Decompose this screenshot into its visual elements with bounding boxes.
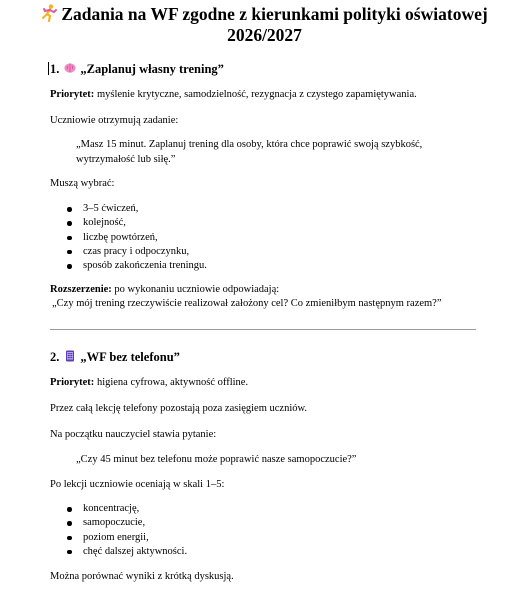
section-1-number: 1. [50, 62, 60, 76]
section-divider [50, 329, 476, 330]
priority-text: myślenie krytyczne, samodzielność, rezygnacja z czystego zapamiętywania. [94, 89, 417, 100]
priority-label: Priorytet: [50, 89, 95, 100]
quote-line-1: „Masz 15 minut. Zaplanuj trening dla osoby, która chce poprawić swoją szybkość, [76, 139, 423, 150]
list-item: kolejność, [50, 216, 207, 230]
section-1-extension [50, 283, 279, 297]
list-item: 3–5 ćwiczeń, [50, 202, 207, 216]
section-1-priority [50, 88, 417, 102]
section-2-quote: „Czy 45 minut bez telefonu może poprawić nasze samopoczucie?” [76, 454, 357, 465]
priority-label: Priorytet: [50, 377, 95, 388]
list-item: czas pracy i odpoczynku, [50, 245, 207, 259]
section-1-title: „Zaplanuj własny trening” [80, 62, 224, 76]
list-item: koncentrację, [50, 502, 187, 516]
section-1-heading [50, 61, 224, 77]
document-title [20, 4, 509, 46]
extension-text: po wykonaniu uczniowie odpowiadają: [111, 284, 280, 295]
list-item: liczbę powtórzeń, [50, 231, 207, 245]
brain-icon [64, 62, 76, 74]
title-line-2: 2026/2027 [227, 25, 302, 45]
section-2-paragraph-2: Na początku nauczyciel stawia pytanie: [50, 429, 217, 440]
section-2-closing: Można porównać wyniki z krótką dyskusją. [50, 571, 234, 582]
extension-label: Rozszerzenie: [50, 284, 112, 295]
section-2-heading [50, 349, 180, 365]
runner-icon [41, 4, 57, 22]
section-1-quote [76, 137, 422, 167]
section-1-list [50, 202, 207, 273]
quote-line-2: wytrzymałość lub siłę.” [76, 154, 176, 165]
section-2-paragraph-1: Przez całą lekcję telefony pozostają poza zasięgiem uczniów. [50, 403, 308, 414]
section-2-priority [50, 376, 248, 390]
title-line-1: Zadania na WF zgodne z kierunkami polityki oświatowej [61, 4, 488, 24]
section-2-title: „WF bez telefonu” [80, 350, 180, 364]
section-1-extension-quote: „Czy mój trening rzeczywiście realizował założony cel? Co zmieniłbym następnym razem?” [52, 298, 442, 309]
text-cursor [48, 62, 49, 75]
section-2-number: 2. [50, 350, 60, 364]
section-2-rating-intro: Po lekcji uczniowie oceniają w skali 1–5: [50, 479, 225, 490]
section-1-intro: Uczniowie otrzymują zadanie: [50, 115, 179, 126]
priority-text: higiena cyfrowa, aktywność offline. [94, 377, 249, 388]
section-2-list [50, 502, 187, 559]
list-item: sposób zakończenia treningu. [50, 259, 207, 273]
list-item: poziom energii, [50, 531, 187, 545]
phone-icon [64, 350, 76, 362]
list-item: chęć dalszej aktywności. [50, 545, 187, 559]
section-1-choose-intro: Muszą wybrać: [50, 178, 115, 189]
list-item: samopoczucie, [50, 516, 187, 530]
